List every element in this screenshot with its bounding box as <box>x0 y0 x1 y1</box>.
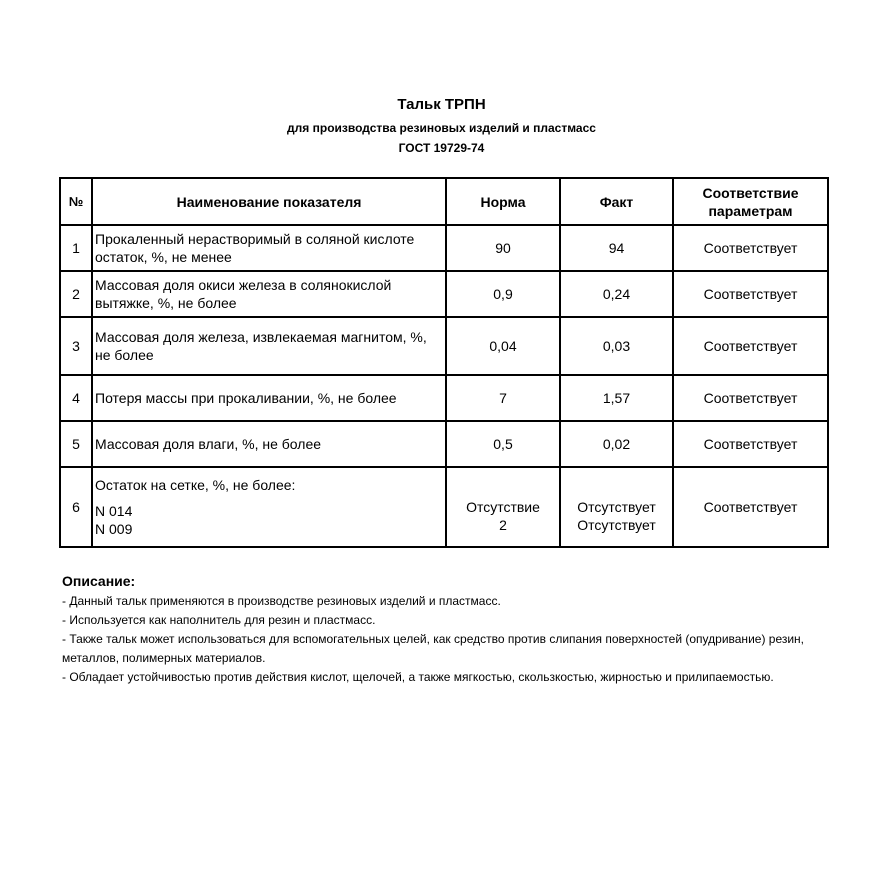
row-norm <box>446 467 560 547</box>
row-match: Соответствует <box>673 225 828 271</box>
row-norm: 0,5 <box>446 421 560 467</box>
row-fact: 0,02 <box>560 421 673 467</box>
row-match: Соответствует <box>673 421 828 467</box>
document-standard: ГОСТ 19729-74 <box>398 141 485 155</box>
description-title: Описание: <box>62 573 136 589</box>
row-name: Массовая доля влаги, %, не более <box>92 421 446 467</box>
list-item: - Обладает устойчивостью против действия кислот, щелочей, а также мягкостью, скользкостью, жирностью и прилипаемостью. <box>62 670 774 684</box>
row-num: 4 <box>60 375 92 421</box>
description-list <box>62 592 822 687</box>
header-match: Соответствие параметрам <box>673 178 828 225</box>
header-name: Наименование показателя <box>92 178 446 225</box>
spec-table <box>59 177 829 548</box>
table-header-row <box>60 178 828 225</box>
table-row <box>60 421 828 467</box>
table-row <box>60 467 828 547</box>
header-num: № <box>60 178 92 225</box>
description-section <box>62 572 822 687</box>
table-row <box>60 317 828 375</box>
row-name-line: N 014 <box>95 503 133 519</box>
row-name: Потеря массы при прокаливании, %, не более <box>92 375 446 421</box>
document-header <box>0 96 883 156</box>
row-fact: 0,03 <box>560 317 673 375</box>
list-item: - Также тальк может использоваться для вспомогательных целей, как средство против слипания поверхностей (опудривание) резин, металлов, полимерных материалов. <box>62 632 805 665</box>
list-item: - Данный тальк применяются в производстве резиновых изделий и пластмасс. <box>62 594 501 608</box>
row-num: 2 <box>60 271 92 317</box>
document-title: Тальк ТРПН <box>397 96 486 113</box>
table-row <box>60 225 828 271</box>
row-fact: 94 <box>560 225 673 271</box>
row-norm: 0,04 <box>446 317 560 375</box>
row-norm-line: Отсутствие <box>466 499 540 515</box>
row-name: Массовая доля окиси железа в солянокислой вытяжке, %, не более <box>92 271 446 317</box>
row-num: 5 <box>60 421 92 467</box>
row-num: 6 <box>60 467 92 547</box>
table-row <box>60 375 828 421</box>
row-num: 1 <box>60 225 92 271</box>
row-name <box>92 467 446 547</box>
row-fact-line: Отсутствует <box>577 517 656 533</box>
row-match: Соответствует <box>673 375 828 421</box>
row-name-line: Остаток на сетке, %, не более: <box>95 477 296 493</box>
row-name-line: N 009 <box>95 521 133 537</box>
row-norm-line: 2 <box>499 517 507 533</box>
header-fact: Факт <box>560 178 673 225</box>
document-subtitle: для производства резиновых изделий и пластмасс <box>287 121 596 135</box>
row-name: Прокаленный нерастворимый в соляной кислоте остаток, %, не менее <box>92 225 446 271</box>
row-match: Соответствует <box>673 271 828 317</box>
row-fact <box>560 467 673 547</box>
header-norm: Норма <box>446 178 560 225</box>
row-fact: 1,57 <box>560 375 673 421</box>
row-fact-line: Отсутствует <box>577 499 656 515</box>
row-match: Соответствует <box>673 317 828 375</box>
row-norm: 7 <box>446 375 560 421</box>
row-num: 3 <box>60 317 92 375</box>
row-norm: 90 <box>446 225 560 271</box>
row-fact: 0,24 <box>560 271 673 317</box>
row-norm: 0,9 <box>446 271 560 317</box>
row-name: Массовая доля железа, извлекаемая магнитом, %, не более <box>92 317 446 375</box>
table-row <box>60 271 828 317</box>
row-match: Соответствует <box>673 467 828 547</box>
list-item: - Используется как наполнитель для резин и пластмасс. <box>62 613 376 627</box>
